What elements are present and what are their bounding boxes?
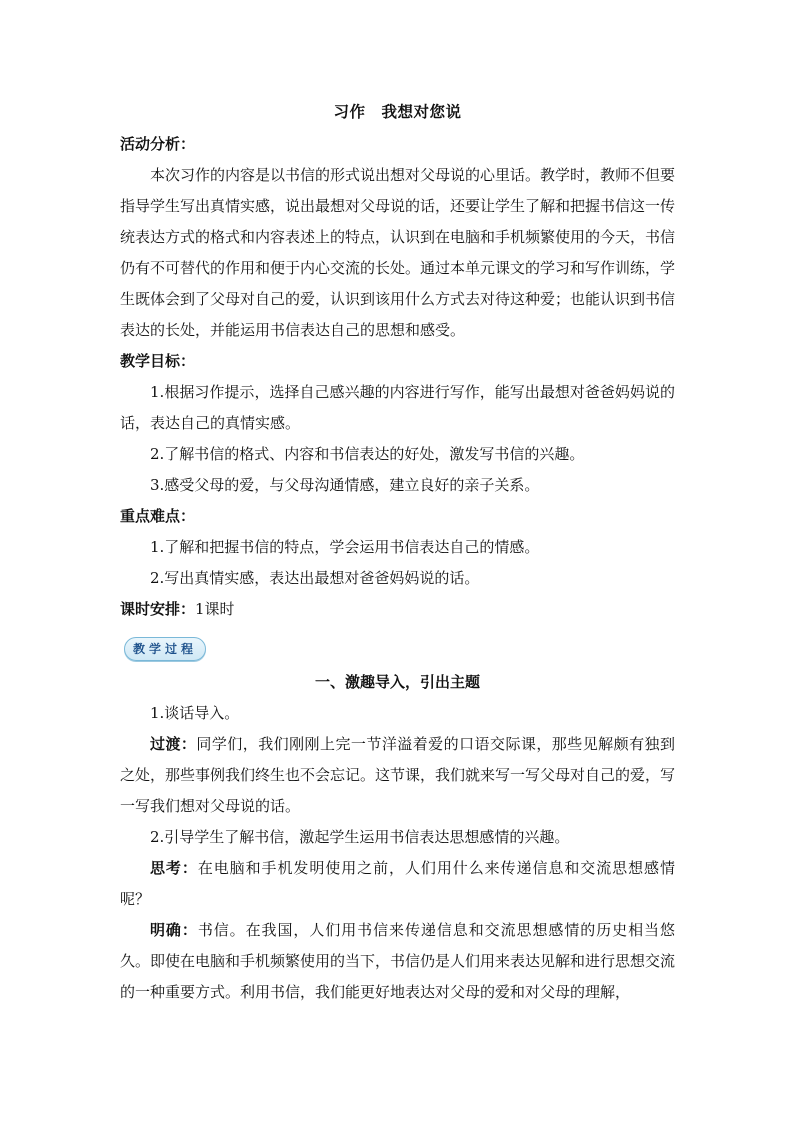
transition-paragraph: [120, 729, 675, 822]
schedule-value: 1课时: [195, 600, 235, 618]
title-part-2: 我想对您说: [381, 102, 462, 121]
activity-analysis-text: 本次习作的内容是以书信的形式说出想对父母说的心里话。教学时，教师不但要指导学生写出真情实感，说出最想对父母说的话，还要让学生了解和把握书信这一传统表达方式的格式和内容表述上的特点，认识到在电脑和手机频繁使用的今天，书信仍有不可替代的作用和便于内心交流的长处。通过本单元课文的学习和写作训练，学生既体会到了父母对自己的爱，认识到该用什么方式去对待这种爱；也能认识到书信表达的长处，并能运用书信表达自己的思想和感受。: [120, 166, 676, 339]
teaching-goal-item: 1.根据习作提示，选择自己感兴趣的内容进行写作，能写出最想对爸爸妈妈说的话，表达自己的真情实感。: [120, 383, 675, 432]
schedule-label: 课时安排：: [120, 600, 196, 618]
section-item: 1.谈话导入。: [150, 704, 240, 722]
key-points-heading: 重点难点：: [120, 507, 196, 525]
teaching-goal-item: 2.了解书信的格式、内容和书信表达的好处，激发写书信的兴趣。: [150, 445, 585, 463]
section-item: 2.引导学生了解书信，激起学生运用书信表达思想感情的兴趣。: [150, 828, 570, 846]
think-label: 思考：: [150, 859, 198, 877]
section-title: 一、激趣导入，引出主题: [314, 673, 480, 691]
page-title: [120, 96, 675, 127]
think-text: 在电脑和手机发明使用之前，人们用什么来传递信息和交流思想感情呢？: [120, 859, 675, 908]
clarify-text: 书信。在我国，人们用书信来传递信息和交流思想感情的历史相当悠久。即使在电脑和手机频繁使用的当下，书信仍是人们用来表达见解和进行思想交流的一种重要方式。利用书信，我们能更好地表达对父母的爱和对父母的理解，: [120, 921, 676, 1001]
teaching-goals-heading: 教学目标：: [120, 352, 196, 370]
think-paragraph: [120, 853, 675, 915]
teaching-process-badge: 教学过程: [124, 637, 206, 661]
schedule-line: [120, 594, 675, 625]
activity-analysis-heading: 活动分析：: [120, 135, 196, 153]
document-page: [120, 96, 675, 1008]
key-point-item: 2.写出真情实感，表达出最想对爸爸妈妈说的话。: [150, 569, 480, 587]
clarify-paragraph: [120, 915, 675, 1008]
transition-label: 过渡：: [150, 735, 197, 753]
transition-text: 同学们，我们刚刚上完一节洋溢着爱的口语交际课，那些见解颇有独到之处，那些事例我们终生也不会忘记。这节课，我们就来写一写父母对自己的爱，写一写我们想对父母说的话。: [120, 735, 676, 815]
title-part-1: 习作: [333, 102, 366, 121]
key-point-item: 1.了解和把握书信的特点，学会运用书信表达自己的情感。: [150, 538, 540, 556]
teaching-goal-item: 3.感受父母的爱，与父母沟通情感，建立良好的亲子关系。: [150, 476, 540, 494]
clarify-label: 明确：: [150, 921, 198, 939]
